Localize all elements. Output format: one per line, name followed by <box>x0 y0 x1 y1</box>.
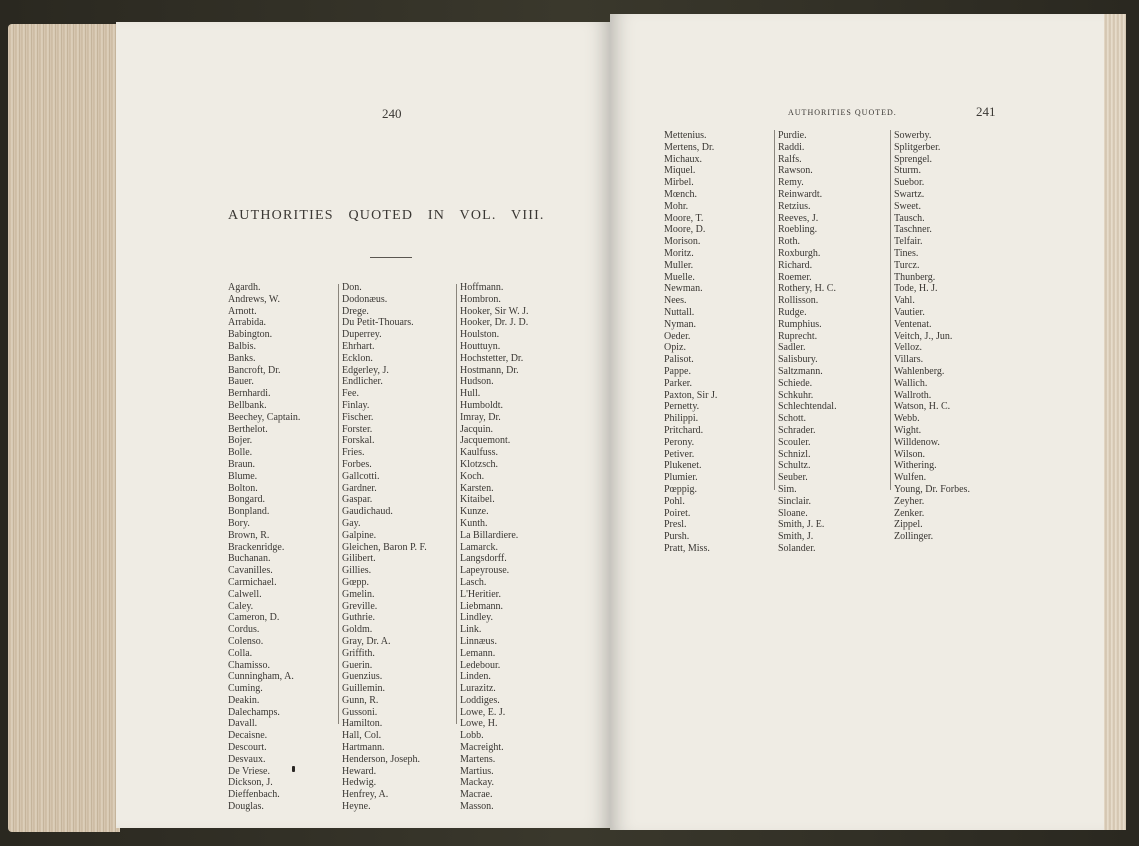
author-entry: Bellbank. <box>228 399 267 411</box>
author-entry: Lindley. <box>460 612 493 624</box>
author-column-2 <box>778 130 837 555</box>
author-entry: Jacquemont. <box>460 435 511 447</box>
author-entry: Imray, Dr. <box>460 411 501 423</box>
author-entry: L'Heritier. <box>460 588 501 600</box>
author-entry: Wulfen. <box>894 472 927 484</box>
author-entry: Lasch. <box>460 576 487 588</box>
author-entry: Gardner. <box>342 482 377 494</box>
column-divider <box>774 130 775 490</box>
author-entry: Hudson. <box>460 376 494 388</box>
author-entry: Gleichen, Baron P. F. <box>342 541 427 553</box>
author-entry: Remy. <box>778 177 804 189</box>
author-entry: Hedwig. <box>342 777 377 789</box>
author-entry: Zippel. <box>894 519 923 531</box>
author-entry: Paxton, Sir J. <box>664 389 718 401</box>
author-entry: Braun. <box>228 458 255 470</box>
author-entry: Presl. <box>664 519 687 531</box>
author-entry: Martens. <box>460 753 496 765</box>
author-entry: Blume. <box>228 470 258 482</box>
author-entry: Schott. <box>778 413 807 425</box>
author-entry: Reinwardt. <box>778 188 823 200</box>
author-entry: Sturm. <box>894 165 921 177</box>
author-entry: Gilibert. <box>342 553 376 565</box>
column-divider <box>338 284 339 724</box>
author-entry: Ecklon. <box>342 352 373 364</box>
author-entry: Pritchard. <box>664 424 704 436</box>
author-entry: Houlston. <box>460 329 500 341</box>
author-entry: Griffith. <box>342 647 375 659</box>
author-entry: Telfair. <box>894 236 923 248</box>
author-entry: Lowe, H. <box>460 718 498 730</box>
author-entry: La Billardiere. <box>460 529 519 541</box>
author-entry: Seuber. <box>778 472 808 484</box>
author-entry: Gussoni. <box>342 706 378 718</box>
author-entry: Young, Dr. Forbes. <box>894 483 970 495</box>
author-entry: Gœpp. <box>342 576 369 588</box>
author-entry: Mertens, Dr. <box>664 141 715 153</box>
running-head: AUTHORITIES QUOTED. <box>788 108 897 117</box>
author-entry: Davall. <box>228 718 258 730</box>
author-entry: Sowerby. <box>894 130 932 141</box>
author-entry: Bolton. <box>228 482 258 494</box>
author-entry: Roth. <box>778 236 800 248</box>
page-edges <box>8 24 120 832</box>
author-column-3 <box>894 130 970 543</box>
author-entry: Dodonæus. <box>342 293 388 305</box>
author-entry: Ventenat. <box>894 318 932 330</box>
author-entry: Sadler. <box>778 342 806 354</box>
author-entry: Palisot. <box>664 354 694 366</box>
author-entry: Rollisson. <box>778 295 819 307</box>
author-entry: Richard. <box>778 259 813 271</box>
author-entry: Bernhardi. <box>228 388 271 400</box>
author-entry: Gmelin. <box>342 588 375 600</box>
author-entry: Linden. <box>460 671 491 683</box>
author-entry: Henfrey, A. <box>342 789 389 801</box>
author-entry: Schlechtendal. <box>778 401 837 413</box>
author-entry: Lowe, E. J. <box>460 706 506 718</box>
author-entry: Goldm. <box>342 624 373 636</box>
author-entry: Mœnch. <box>664 188 698 200</box>
author-entry: Balbis. <box>228 340 257 352</box>
author-entry: Schiede. <box>778 377 813 389</box>
author-entry: Lapeyrouse. <box>460 565 510 577</box>
author-entry: Hooker, Sir W. J. <box>460 305 529 317</box>
author-column-2 <box>342 282 427 813</box>
author-entry: Douglas. <box>228 801 264 813</box>
author-entry: Cordus. <box>228 624 260 636</box>
author-entry: Hall, Col. <box>342 730 382 742</box>
author-entry: Don. <box>342 282 362 293</box>
author-entry: Hamilton. <box>342 718 383 730</box>
left-page <box>116 22 610 828</box>
author-entry: Loddiges. <box>460 694 500 706</box>
author-entry: Schkuhr. <box>778 389 814 401</box>
author-entry: Suebor. <box>894 177 925 189</box>
author-entry: Bojer. <box>228 435 253 447</box>
author-entry: Velloz. <box>894 342 923 354</box>
author-entry: Brown, R. <box>228 529 270 541</box>
author-column-1 <box>228 282 300 813</box>
author-entry: Nees. <box>664 295 687 307</box>
author-entry: Sprengel. <box>894 153 933 165</box>
author-entry: Caley. <box>228 600 254 612</box>
author-entry: Wallroth. <box>894 389 932 401</box>
author-entry: Finlay. <box>342 399 370 411</box>
author-entry: Mohr. <box>664 200 689 212</box>
author-entry: Bancroft, Dr. <box>228 364 281 376</box>
author-entry: Lobb. <box>460 730 484 742</box>
author-entry: Pernetty. <box>664 401 700 413</box>
author-entry: Hostmann, Dr. <box>460 364 519 376</box>
author-entry: Ledebour. <box>460 659 501 671</box>
author-entry: Perony. <box>664 436 695 448</box>
author-entry: Humboldt. <box>460 399 504 411</box>
author-column-3 <box>460 282 529 813</box>
author-entry: Guerin. <box>342 659 373 671</box>
author-entry: Gay. <box>342 517 361 529</box>
author-entry: Plumier. <box>664 472 698 484</box>
author-entry: Fee. <box>342 388 359 400</box>
author-entry: Nuttall. <box>664 306 695 318</box>
author-entry: Koch. <box>460 470 485 482</box>
author-entry: Berthelot. <box>228 423 268 435</box>
author-entry: Schnizl. <box>778 448 811 460</box>
page-number: 241 <box>976 104 996 119</box>
author-entry: Macreight. <box>460 742 504 754</box>
author-entry: Endlicher. <box>342 376 383 388</box>
author-entry: Muller. <box>664 259 694 271</box>
author-entry: Salisbury. <box>778 354 818 366</box>
author-entry: Pappe. <box>664 365 691 377</box>
author-entry: Watson, H. C. <box>894 401 951 413</box>
title-rule <box>370 257 412 258</box>
author-entry: Hartmann. <box>342 742 385 754</box>
author-entry: Lemann. <box>460 647 496 659</box>
author-entry: Forster. <box>342 423 373 435</box>
right-page <box>610 14 1104 830</box>
author-entry: Philippi. <box>664 413 699 425</box>
author-entry: Bongard. <box>228 494 265 506</box>
author-column-1 <box>664 130 717 555</box>
author-entry: Macrae. <box>460 789 493 801</box>
author-entry: Bory. <box>228 517 250 529</box>
author-entry: Smith, J. E. <box>778 519 825 531</box>
author-entry: Henderson, Joseph. <box>342 753 421 765</box>
author-entry: Splitgerber. <box>894 141 941 153</box>
author-entry: Sloane. <box>778 507 808 519</box>
page-number: 240 <box>382 106 402 121</box>
author-entry: Mirbel. <box>664 177 694 189</box>
author-entry: Fries. <box>342 447 365 459</box>
author-entry: Miquel. <box>664 165 696 177</box>
author-entry: Bolle. <box>228 447 253 459</box>
author-entry: Dieffenbach. <box>228 789 280 801</box>
author-entry: Kaulfuss. <box>460 447 499 459</box>
author-entry: Michaux. <box>664 153 703 165</box>
author-entry: Heyne. <box>342 801 371 813</box>
author-entry: Liebmann. <box>460 600 504 612</box>
author-entry: Arrabida. <box>228 317 267 329</box>
author-entry: Fischer. <box>342 411 374 423</box>
author-entry: Jacquin. <box>460 423 494 435</box>
author-entry: Forskal. <box>342 435 375 447</box>
author-entry: Moore, T. <box>664 212 704 224</box>
author-entry: Parker. <box>664 377 693 389</box>
author-entry: Calwell. <box>228 588 262 600</box>
author-entry: De Vriese. <box>228 765 270 777</box>
author-entry: Edgerley, J. <box>342 364 389 376</box>
author-entry: Arnott. <box>228 305 257 317</box>
author-entry: Tines. <box>894 247 919 259</box>
column-divider <box>456 284 457 724</box>
author-entry: Beechey, Captain. <box>228 411 301 423</box>
author-entry: Purdie. <box>778 130 807 141</box>
author-entry: Kunth. <box>460 517 488 529</box>
ink-mark <box>292 766 295 772</box>
author-entry: Babington. <box>228 329 273 341</box>
author-entry: Klotzsch. <box>460 458 499 470</box>
author-entry: Cameron, D. <box>228 612 280 624</box>
author-entry: Gaudichaud. <box>342 506 393 518</box>
author-entry: Hoffmann. <box>460 282 504 293</box>
author-entry: Rudge. <box>778 306 807 318</box>
author-entry: Buchanan. <box>228 553 271 565</box>
author-entry: Zeyher. <box>894 495 925 507</box>
author-entry: Cuming. <box>228 683 263 695</box>
author-entry: Tode, H. J. <box>894 283 938 295</box>
author-entry: Smith, J. <box>778 531 814 543</box>
author-entry: Retzius. <box>778 200 811 212</box>
author-entry: Gray, Dr. A. <box>342 635 391 647</box>
author-entry: Hombron. <box>460 293 501 305</box>
author-entry: Roemer. <box>778 271 812 283</box>
author-entry: Bonpland. <box>228 506 270 518</box>
author-entry: Roebling. <box>778 224 818 236</box>
author-entry: Wahlenberg. <box>894 365 945 377</box>
author-entry: Turcz. <box>894 259 920 271</box>
author-entry: Gaspar. <box>342 494 373 506</box>
author-entry: Tausch. <box>894 212 925 224</box>
author-entry: Veitch, J., Jun. <box>894 330 953 342</box>
author-entry: Guenzius. <box>342 671 383 683</box>
author-entry: Desvaux. <box>228 753 266 765</box>
author-entry: Poiret. <box>664 507 691 519</box>
author-entry: Link. <box>460 624 482 636</box>
author-entry: Plukenet. <box>664 460 702 472</box>
author-entry: Gillies. <box>342 565 372 577</box>
author-entry: Willdenow. <box>894 436 940 448</box>
author-entry: Oeder. <box>664 330 691 342</box>
author-entry: Linnæus. <box>460 635 497 647</box>
author-entry: Brackenridge. <box>228 541 285 553</box>
author-entry: Guillemin. <box>342 683 386 695</box>
author-entry: Kitaibel. <box>460 494 495 506</box>
author-entry: Rawson. <box>778 165 813 177</box>
author-entry: Sim. <box>778 483 797 495</box>
author-entry: Forbes. <box>342 458 372 470</box>
author-entry: Andrews, W. <box>228 293 280 305</box>
author-entry: Opiz. <box>664 342 686 354</box>
author-entry: Greville. <box>342 600 378 612</box>
author-entry: Guthrie. <box>342 612 376 624</box>
author-entry: Deakin. <box>228 694 260 706</box>
author-entry: Ehrhart. <box>342 340 375 352</box>
author-entry: Solander. <box>778 542 816 554</box>
author-entry: Wallich. <box>894 377 928 389</box>
author-entry: Ralfs. <box>778 153 802 165</box>
author-entry: Gallcotti. <box>342 470 380 482</box>
author-entry: Duperrey. <box>342 329 382 341</box>
author-entry: Schultz. <box>778 460 811 472</box>
author-entry: Scouler. <box>778 436 811 448</box>
author-entry: Bauer. <box>228 376 254 388</box>
author-entry: Carmichael. <box>228 576 277 588</box>
author-entry: Martius. <box>460 765 494 777</box>
author-entry: Zenker. <box>894 507 925 519</box>
author-entry: Banks. <box>228 352 256 364</box>
author-entry: Schrader. <box>778 424 816 436</box>
author-entry: Mettenius. <box>664 130 707 141</box>
author-entry: Petiver. <box>664 448 695 460</box>
author-entry: Pursh. <box>664 531 690 543</box>
author-entry: Hochstetter, Dr. <box>460 352 524 364</box>
author-entry: Karsten. <box>460 482 494 494</box>
author-entry: Roxburgh. <box>778 247 821 259</box>
author-entry: Vautier. <box>894 306 925 318</box>
author-entry: Heward. <box>342 765 377 777</box>
author-entry: Moore, D. <box>664 224 706 236</box>
author-entry: Taschner. <box>894 224 932 236</box>
author-entry: Lurazitz. <box>460 683 496 695</box>
author-entry: Du Petit-Thouars. <box>342 317 414 329</box>
page-title: AUTHORITIES QUOTED IN VOL. VIII. <box>228 208 545 223</box>
author-entry: Colla. <box>228 647 253 659</box>
author-entry: Dalechamps. <box>228 706 280 718</box>
author-entry: Descourt. <box>228 742 267 754</box>
author-entry: Moritz. <box>664 247 694 259</box>
author-entry: Swartz. <box>894 188 925 200</box>
author-entry: Wight. <box>894 424 922 436</box>
author-entry: Morison. <box>664 236 701 248</box>
author-entry: Saltzmann. <box>778 365 823 377</box>
author-entry: Kunze. <box>460 506 489 518</box>
author-entry: Wilson. <box>894 448 925 460</box>
author-entry: Decaisne. <box>228 730 268 742</box>
author-entry: Mackay. <box>460 777 495 789</box>
author-entry: Pratt, Miss. <box>664 542 710 554</box>
author-entry: Pohl. <box>664 495 685 507</box>
author-entry: Sweet. <box>894 200 921 212</box>
author-entry: Sinclair. <box>778 495 812 507</box>
author-entry: Drege. <box>342 305 369 317</box>
author-entry: Houttuyn. <box>460 340 501 352</box>
author-entry: Rothery, H. C. <box>778 283 836 295</box>
author-entry: Thunberg. <box>894 271 936 283</box>
author-entry: Reeves, J. <box>778 212 819 224</box>
author-entry: Colenso. <box>228 635 264 647</box>
author-entry: Chamisso. <box>228 659 270 671</box>
author-entry: Galpine. <box>342 529 377 541</box>
author-entry: Ruprecht. <box>778 330 818 342</box>
author-entry: Agardh. <box>228 282 261 293</box>
author-entry: Dickson, J. <box>228 777 273 789</box>
author-entry: Vahl. <box>894 295 915 307</box>
author-entry: Villars. <box>894 354 924 366</box>
author-entry: Langsdorff. <box>460 553 507 565</box>
author-entry: Lamarck. <box>460 541 499 553</box>
author-entry: Gunn, R. <box>342 694 379 706</box>
author-entry: Withering. <box>894 460 937 472</box>
author-entry: Raddi. <box>778 141 805 153</box>
author-entry: Nyman. <box>664 318 696 330</box>
author-entry: Webb. <box>894 413 920 425</box>
author-entry: Newman. <box>664 283 703 295</box>
author-entry: Cavanilles. <box>228 565 273 577</box>
author-entry: Hooker, Dr. J. D. <box>460 317 529 329</box>
author-entry: Masson. <box>460 801 494 813</box>
author-entry: Cunningham, A. <box>228 671 294 683</box>
author-entry: Muelle. <box>664 271 695 283</box>
author-entry: Pœppig. <box>664 483 698 495</box>
column-divider <box>890 130 891 490</box>
author-entry: Zollinger. <box>894 531 934 543</box>
author-entry: Hull. <box>460 388 481 400</box>
author-entry: Rumphius. <box>778 318 822 330</box>
